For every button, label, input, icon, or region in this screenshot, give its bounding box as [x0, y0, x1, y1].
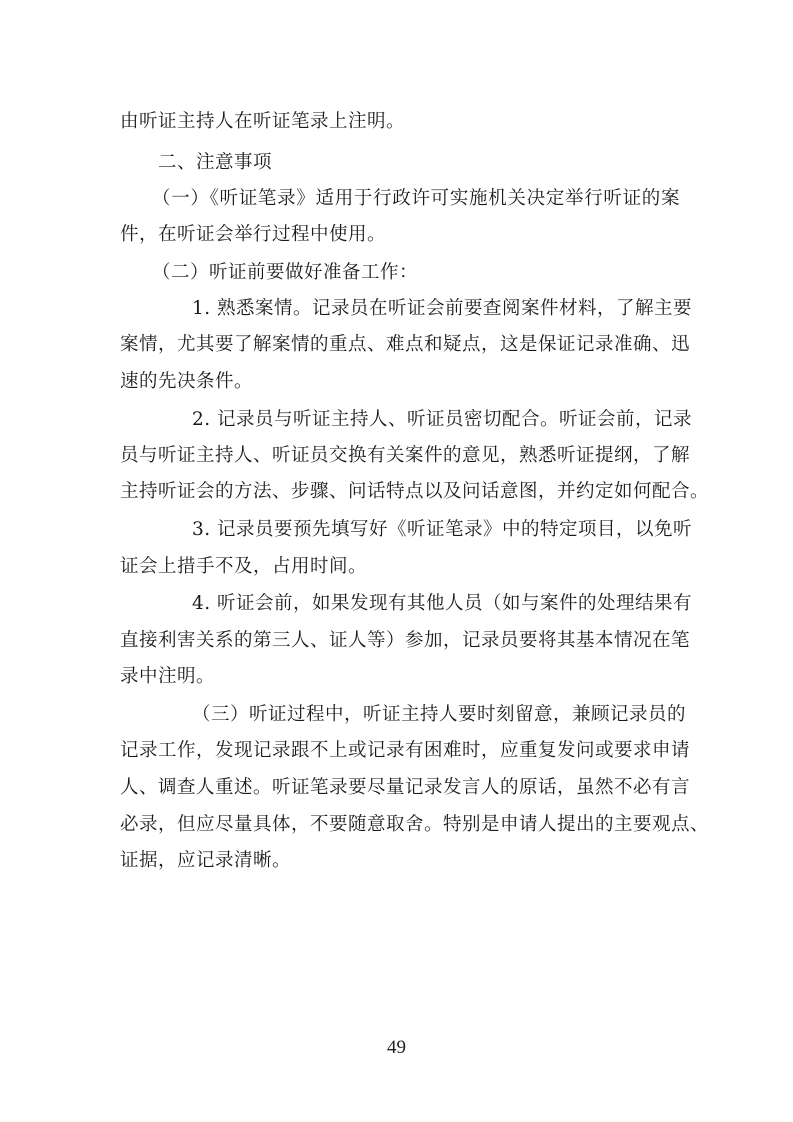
- text-line: 直接利害关系的第三人、证人等）参加，记录员要将其基本情况在笔: [120, 630, 691, 651]
- text-line: 速的先决条件。: [120, 371, 254, 392]
- text-line: 4. 听证会前，如果发现有其他人员（如与案件的处理结果有: [192, 593, 693, 614]
- text-line: （三）听证过程中，听证主持人要时刻留意，兼顾记录员的: [192, 704, 687, 725]
- page-number: 49: [387, 1037, 406, 1058]
- text-line: 人、调查人重述。听证笔录要尽量记录发言人的原话，虽然不必有言: [120, 777, 691, 798]
- text-line: 由听证主持人在听证笔录上注明。: [120, 111, 406, 132]
- text-line: 3. 记录员要预先填写好《听证笔录》中的特定项目，以免听: [192, 519, 693, 540]
- text-line: （一）《听证笔录》适用于行政许可实施机关决定举行听证的案: [152, 188, 680, 209]
- subsection-heading: （二）听证前要做好准备工作：: [152, 262, 419, 283]
- text-line: 2. 记录员与听证主持人、听证员密切配合。听证会前，记录: [192, 409, 693, 430]
- text-line: 件，在听证会举行过程中使用。: [120, 224, 387, 245]
- section-heading: 二、注意事项: [158, 152, 273, 173]
- text-line: 录中注明。: [120, 666, 216, 687]
- text-line: 1. 熟悉案情。记录员在听证会前要查阅案件材料，了解主要: [192, 298, 693, 319]
- text-line: 员与听证主持人、听证员交换有关案件的意见，熟悉听证提纲，了解: [120, 445, 691, 466]
- text-line: 记录工作，发现记录跟不上或记录有困难时，应重复发问或要求申请: [120, 740, 691, 761]
- text-line: 主持听证会的方法、步骤、问话特点以及问话意图，并约定如何配合。: [120, 481, 710, 502]
- text-line: 证据，应记录清晰。: [120, 850, 292, 871]
- text-line: 案情，尤其要了解案情的重点、难点和疑点，这是保证记录准确、迅: [120, 334, 691, 355]
- text-line: 必录，但应尽量具体，不要随意取舍。特别是申请人提出的主要观点、: [120, 814, 710, 835]
- text-line: 证会上措手不及，占用时间。: [120, 556, 368, 577]
